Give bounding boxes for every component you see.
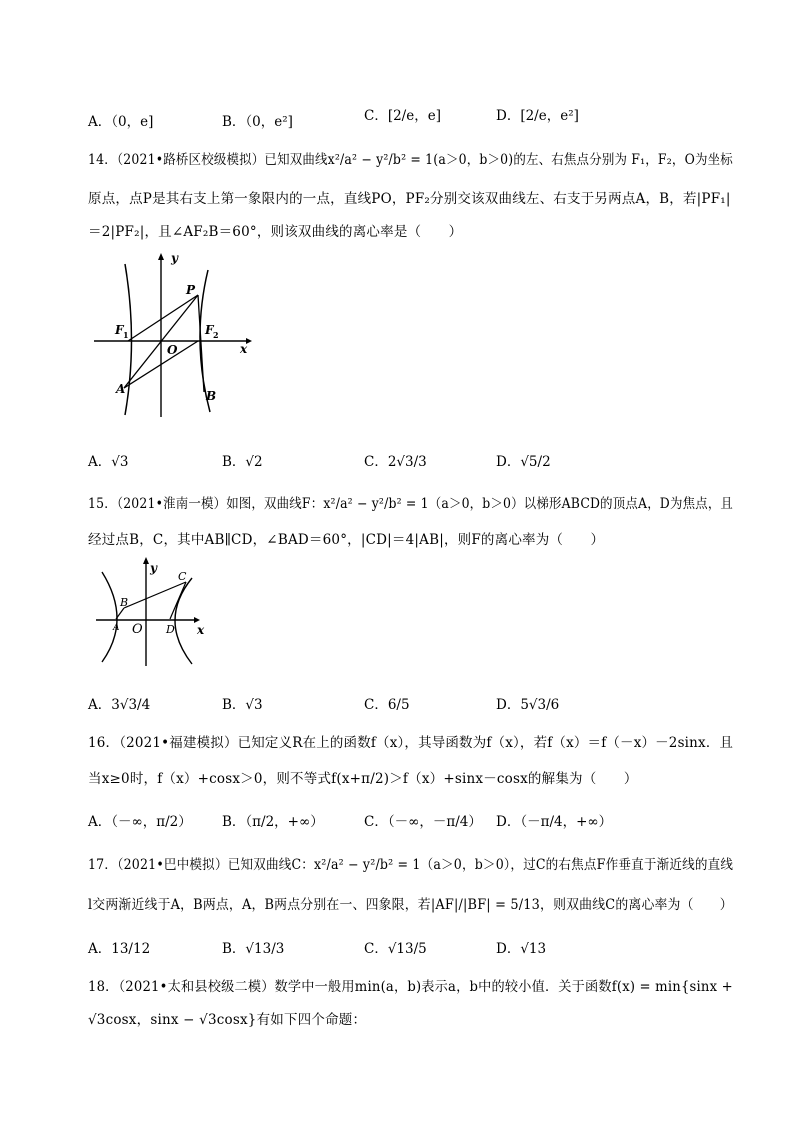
q14-label-B: B: [206, 389, 217, 403]
q15-label-C: C: [178, 570, 187, 583]
q15-right-branch: [175, 578, 192, 664]
q14-option-a: A．√3: [88, 454, 129, 470]
q15-y-arrow-icon: [143, 557, 149, 564]
q14-label-y: y: [171, 251, 178, 265]
q15-stem-line2: 经过点B，C，其中AB∥CD，∠BAD＝60°，|CD|＝4|AB|，则F的离心率为（ ）: [88, 532, 605, 548]
q14-label-P: P: [186, 283, 196, 297]
q14-label-F2: F: [205, 323, 214, 337]
q13-option-d: D．[2/e，e²]: [496, 108, 579, 124]
q15-label-D: D: [166, 623, 175, 636]
q14-label-A: A: [116, 382, 126, 396]
q17-option-b: B．√13/3: [222, 941, 285, 957]
q15-hyperbola-figure: [94, 556, 214, 668]
q14-stem-line2: 原点，点P是其右支上第一象限内的一点，直线PO，PF₂分别交该双曲线左、右支于另两点A，B，若|PF₁|: [88, 191, 731, 207]
q14-label-F2-sub: 2: [213, 330, 219, 340]
q14-label-F1-sub: 1: [123, 330, 129, 340]
q15-stem-line1: 15．（2021•淮南一模）如图，双曲线F：x²/a² − y²/b² = 1（a＞0，b＞0）以梯形ABCD的顶点A，D为焦点，且: [88, 496, 734, 512]
q13-option-c: C．[2/e，e]: [364, 108, 441, 124]
q15-label-O: O: [132, 622, 143, 637]
q15-left-branch: [102, 572, 117, 662]
q14-stem-line3: ＝2|PF₂|，且∠AF₂B＝60°，则该双曲线的离心率是（ ）: [88, 224, 463, 240]
q17-option-d: D．√13: [496, 941, 547, 957]
q16-option-c: C．（－∞，－π/4）: [364, 814, 482, 830]
q14-option-c: C．2√3/3: [364, 454, 427, 470]
q13-option-b: B．（0，e²]: [222, 114, 293, 130]
q17-option-c: C．√13/5: [364, 941, 427, 957]
q18-stem-line1: 18．（2021•太和县校级二模）数学中一般用min(a，b)表示a，b中的较小值．关于函数f(x) = min{sinx +: [88, 979, 733, 995]
q16-option-a: A．（－∞，π/2）: [88, 814, 192, 830]
q16-option-d: D．（－π/4，+∞）: [496, 814, 613, 830]
q18-stem-line2: √3cosx，sinx − √3cosx}有如下四个命题：: [88, 1012, 367, 1028]
q17-option-a: A．13/12: [88, 941, 151, 957]
q15-option-a: A．3√3/4: [88, 697, 151, 713]
q14-stem-line1: 14．（2021•路桥区校级模拟）已知双曲线x²/a² − y²/b² = 1(a＞0，b＞0)的左、右焦点分别为 F₁，F₂，O为坐标: [88, 152, 733, 168]
q14-y-arrow-icon: [158, 253, 164, 260]
q14-label-x: x: [240, 342, 248, 356]
q17-stem-line1: 17．（2021•巴中模拟）已知双曲线C：x²/a² − y²/b² = 1（a＞0，b＞0），过C的右焦点F作垂直于渐近线的直线: [88, 857, 734, 873]
q14-option-d: D．√5/2: [496, 454, 551, 470]
q15-label-x: x: [197, 623, 205, 637]
q14-label-F1: F: [115, 323, 124, 337]
q16-stem-line1: 16．（2021•福建模拟）已知定义R在上的函数f（x），其导函数为f（x），若f（x）＝f（－x）－2sinx．且: [88, 735, 734, 751]
q14-line-PF1: [128, 295, 198, 341]
q15-option-d: D．5√3/6: [496, 697, 560, 713]
q13-option-a: A．（0，e]: [88, 114, 154, 130]
q16-option-b: B．（π/2，+∞）: [222, 814, 324, 830]
q15-option-b: B．√3: [222, 697, 263, 713]
q14-option-b: B．√2: [222, 454, 263, 470]
q14-label-O: O: [167, 343, 178, 357]
q17-stem-line2: l交两渐近线于A，B两点，A，B两点分别在一、四象限，若|AF|/|BF| = 5/13，则双曲线C的离心率为（ ）: [88, 897, 733, 913]
q14-hyperbola-figure: [88, 250, 258, 420]
q16-stem-line2: 当x≥0时，f（x）+cosx＞0，则不等式f(x+π/2)＞f（x）+sinx－cosx的解集为（ ）: [88, 771, 638, 787]
q15-option-c: C．6/5: [364, 697, 410, 713]
q15-label-B: B: [120, 596, 129, 609]
q15-label-y: y: [150, 561, 157, 575]
q15-label-A: A: [113, 623, 120, 633]
